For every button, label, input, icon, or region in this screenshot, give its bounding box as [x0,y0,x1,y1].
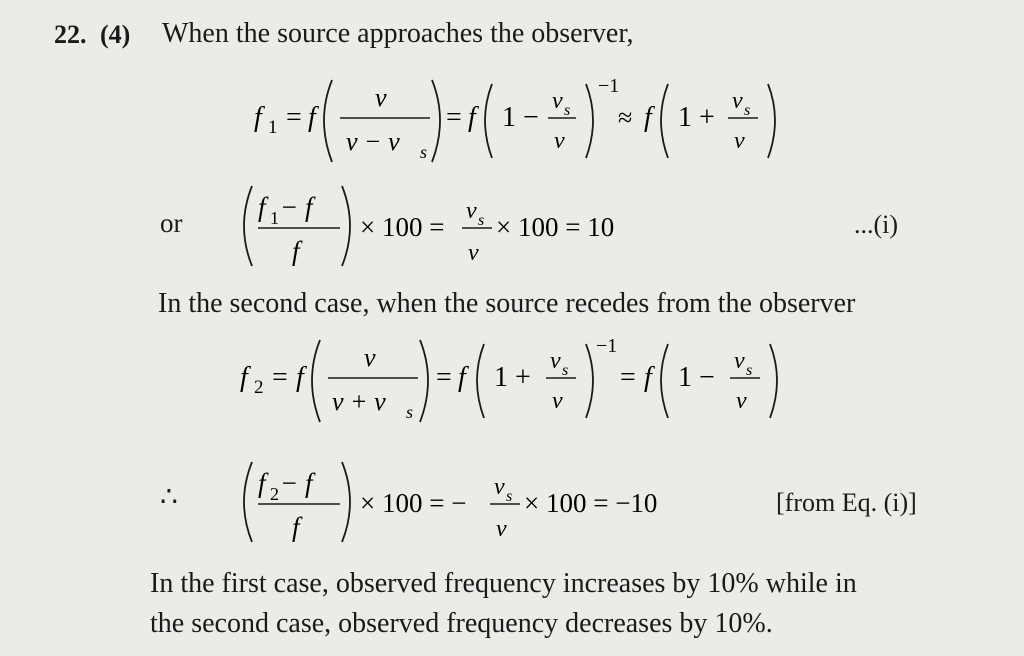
eq1-one-minus: 1 − [502,102,539,133]
intro-text: When the source approaches the observer, [162,18,634,49]
eq2-vs-sub: s [478,212,485,229]
eq3-vs-sub-2: s [746,362,753,379]
eq2-times100: × 100 = [360,212,445,242]
eq1-f-2: f [468,102,476,133]
eq4-den: f [292,512,300,542]
eq1-approx: ≈ [618,103,633,132]
eq1-paren-left-1 [324,80,332,162]
eq2-num: f [258,192,266,222]
eq3-den: v + v [332,387,386,416]
eq3-f-3: f [644,362,652,393]
eq3-lhs-sub: 2 [254,377,264,398]
eq1-exp: −1 [598,75,620,97]
eq1-paren-right-3 [768,84,775,158]
equation-4 [236,456,696,548]
eq3-paren-right-1 [420,340,428,422]
eq1-vs-2: v [732,88,743,114]
eq4-vs: v [494,474,505,500]
eq1-f-3: f [644,102,652,133]
eq4-times100: × 100 = − [360,488,467,518]
eq1-f-1: f [308,102,316,133]
eq-tag-i: ...(i) [854,210,899,239]
equation-3 [240,330,800,430]
eq3-paren-left-1 [312,340,320,422]
eq3-v-2: v [736,388,747,414]
eq1-paren-left-3 [661,84,668,158]
eq3-one-plus: 1 + [494,362,531,393]
eq1-v-2: v [734,128,745,154]
eq1-den: v − v [346,127,400,156]
eq2-paren-left [244,186,252,266]
eq4-num: f [258,468,266,498]
eq3-vs-sub: s [562,362,569,379]
eq4-v: v [496,516,507,542]
eq3-paren-left-2 [477,344,484,418]
eq3-num-v: v [364,343,376,372]
eq2-den: f [292,236,300,266]
equation-2 [236,180,656,272]
eq3-one-minus: 1 − [678,362,715,393]
therefore-symbol: ∴ [160,482,178,513]
eq1-vs-sub-2: s [744,102,751,119]
eq2-paren-right [342,186,350,266]
eq2-num-rest: − f [280,192,313,222]
eq1-num-v: v [375,83,387,112]
eq1-paren-right-2 [586,84,593,158]
answer-option: (4) [100,20,131,49]
eq3-paren-right-3 [770,344,777,418]
eq1-one-plus: 1 + [678,102,715,133]
eq3-f-1: f [296,362,304,393]
problem-number: 22. [54,20,87,49]
second-case-text: In the second case, when the source recedes from the observer [158,288,856,319]
eq4-vs-sub: s [506,488,513,505]
eq2-vs: v [466,198,477,224]
eq3-paren-right-2 [586,344,593,418]
eq3-exp: −1 [596,335,618,357]
eq1-lhs-sub: 1 [268,117,278,138]
eq1-vs-sub: s [564,102,571,119]
eq2-rhs: × 100 = 10 [496,212,615,242]
eq2-num-sub: 1 [270,208,279,228]
eq3-vs-2: v [734,348,745,374]
eq1-v: v [554,128,565,154]
eq1-equals-2: = [446,102,462,133]
eq3-vs: v [550,348,561,374]
eq4-paren-right [342,462,350,542]
eq3-lhs: f [240,362,248,393]
eq3-den-sub: s [406,402,414,422]
eq4-paren-left [244,462,252,542]
eq1-equals-1: = [286,102,302,133]
eq3-v: v [552,388,563,414]
eq3-paren-left-3 [661,344,668,418]
eq1-vs: v [552,88,563,114]
eq2-v: v [468,240,479,266]
equation-1 [240,70,800,170]
eq3-equals-1: = [272,362,288,393]
eq4-rhs: × 100 = −10 [524,488,658,518]
eq4-num-sub: 2 [270,484,279,504]
conclusion-line-2: the second case, observed frequency decreases by 10%. [150,608,773,639]
eq1-den-sub: s [420,142,428,162]
or-label: or [160,208,183,238]
eq3-equals-2: = [436,362,452,393]
conclusion-line-1: In the first case, observed frequency increases by 10% while in [150,568,857,599]
eq3-f-2: f [458,362,466,393]
eq1-lhs: f [254,102,262,133]
eq1-paren-left-2 [485,84,492,158]
eq4-num-rest: − f [280,468,313,498]
eq3-equals-3: = [620,362,636,393]
eq1-paren-right-1 [432,80,440,162]
eq-reference: [from Eq. (i)] [776,488,917,517]
